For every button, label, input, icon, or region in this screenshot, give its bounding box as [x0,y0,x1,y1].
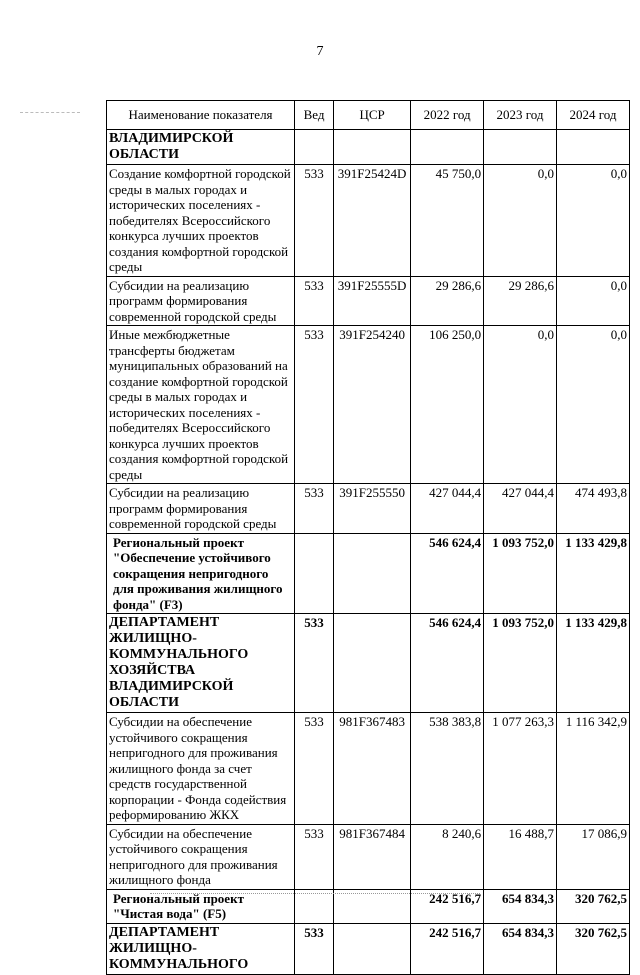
row-2022: 45 750,0 [411,165,484,277]
row-2023: 1 093 752,0 [484,533,557,614]
header-2023: 2023 год [484,101,557,130]
margin-mark [20,112,80,117]
row-csr [334,533,411,614]
header-name: Наименование показателя [107,101,295,130]
row-2022: 546 624,4 [411,533,484,614]
row-2023: 1 093 752,0 [484,614,557,713]
table-row [107,533,630,614]
row-2024: 320 762,5 [557,923,630,974]
row-2024: 17 086,9 [557,824,630,889]
row-2023: 654 834,3 [484,923,557,974]
header-ved: Вед [295,101,334,130]
header-2024: 2024 год [557,101,630,130]
table-row [107,165,630,277]
row-2022: 29 286,6 [411,276,484,326]
row-2022: 427 044,4 [411,484,484,534]
row-csr [334,614,411,713]
row-ved: 533 [295,923,334,974]
row-csr [334,923,411,974]
row-2022: 8 240,6 [411,824,484,889]
row-2024: 1 133 429,8 [557,533,630,614]
header-csr: ЦСР [334,101,411,130]
table-row [107,130,630,165]
row-2023: 654 834,3 [484,889,557,923]
table-row [107,923,630,974]
row-2024: 1 133 429,8 [557,614,630,713]
row-name: ДЕПАРТАМЕНТ ЖИЛИЩНО-КОММУНАЛЬНОГО [107,923,295,974]
row-ved: 533 [295,276,334,326]
row-ved [295,130,334,165]
row-name: ВЛАДИМИРСКОЙ ОБЛАСТИ [107,130,295,165]
row-ved: 533 [295,824,334,889]
row-csr: 391F255550 [334,484,411,534]
row-2022: 546 624,4 [411,614,484,713]
row-2023: 29 286,6 [484,276,557,326]
row-2023: 16 488,7 [484,824,557,889]
row-csr [334,130,411,165]
row-2022: 106 250,0 [411,326,484,484]
row-2024: 0,0 [557,276,630,326]
row-name: Субсидии на реализацию программ формирования современной городской среды [107,484,295,534]
row-csr: 981F367483 [334,713,411,825]
row-ved: 533 [295,713,334,825]
row-name: ДЕПАРТАМЕНТ ЖИЛИЩНО-КОММУНАЛЬНОГО ХОЗЯЙСТВА ВЛАДИМИРСКОЙ ОБЛАСТИ [107,614,295,713]
row-csr: 391F25555D [334,276,411,326]
row-name: Создание комфортной городской среды в малых городах и исторических поселениях - победителях Всероссийского конкурса лучших проектов создания комфортной городской среды [107,165,295,277]
row-2022: 242 516,7 [411,923,484,974]
row-ved: 533 [295,484,334,534]
row-name: Региональный проект "Чистая вода" (F5) [107,889,295,923]
table-row [107,614,630,713]
row-name: Региональный проект "Обеспечение устойчивого сокращения непригодного для проживания жилищного фонда" (F3) [107,533,295,614]
row-2023: 0,0 [484,165,557,277]
header-2022: 2022 год [411,101,484,130]
table-row [107,276,630,326]
budget-table [106,100,630,975]
table-row [107,824,630,889]
row-2023: 0,0 [484,326,557,484]
row-2023 [484,130,557,165]
table-row [107,484,630,534]
row-csr: 391F254240 [334,326,411,484]
row-ved: 533 [295,326,334,484]
row-name: Иные межбюджетные трансферты бюджетам муниципальных образований на создание комфортной городской среды в малых городах и исторических поселениях - победителях Всероссийского конкурса лучших проектов создания комфортной городской среды [107,326,295,484]
row-2022 [411,130,484,165]
row-2023: 1 077 263,3 [484,713,557,825]
table-row [107,713,630,825]
row-2023: 427 044,4 [484,484,557,534]
page-number: 7 [316,44,324,59]
row-name: Субсидии на реализацию программ формирования современной городской среды [107,276,295,326]
table-header-row [107,101,630,130]
row-2024: 1 116 342,9 [557,713,630,825]
bottom-mark [150,893,480,896]
row-ved: 533 [295,614,334,713]
row-ved: 533 [295,165,334,277]
row-name: Субсидии на обеспечение устойчивого сокращения непригодного для проживания жилищного фонда [107,824,295,889]
row-2022: 242 516,7 [411,889,484,923]
row-2024: 474 493,8 [557,484,630,534]
row-ved [295,533,334,614]
row-2024: 0,0 [557,326,630,484]
row-2024 [557,130,630,165]
row-name: Субсидии на обеспечение устойчивого сокращения непригодного для проживания жилищного фонда за счет средств государственной корпорации - Фонда содействия реформированию ЖКХ [107,713,295,825]
row-csr: 391F25424D [334,165,411,277]
row-2024: 0,0 [557,165,630,277]
row-2022: 538 383,8 [411,713,484,825]
row-2024: 320 762,5 [557,889,630,923]
row-csr: 981F367484 [334,824,411,889]
table-row [107,326,630,484]
